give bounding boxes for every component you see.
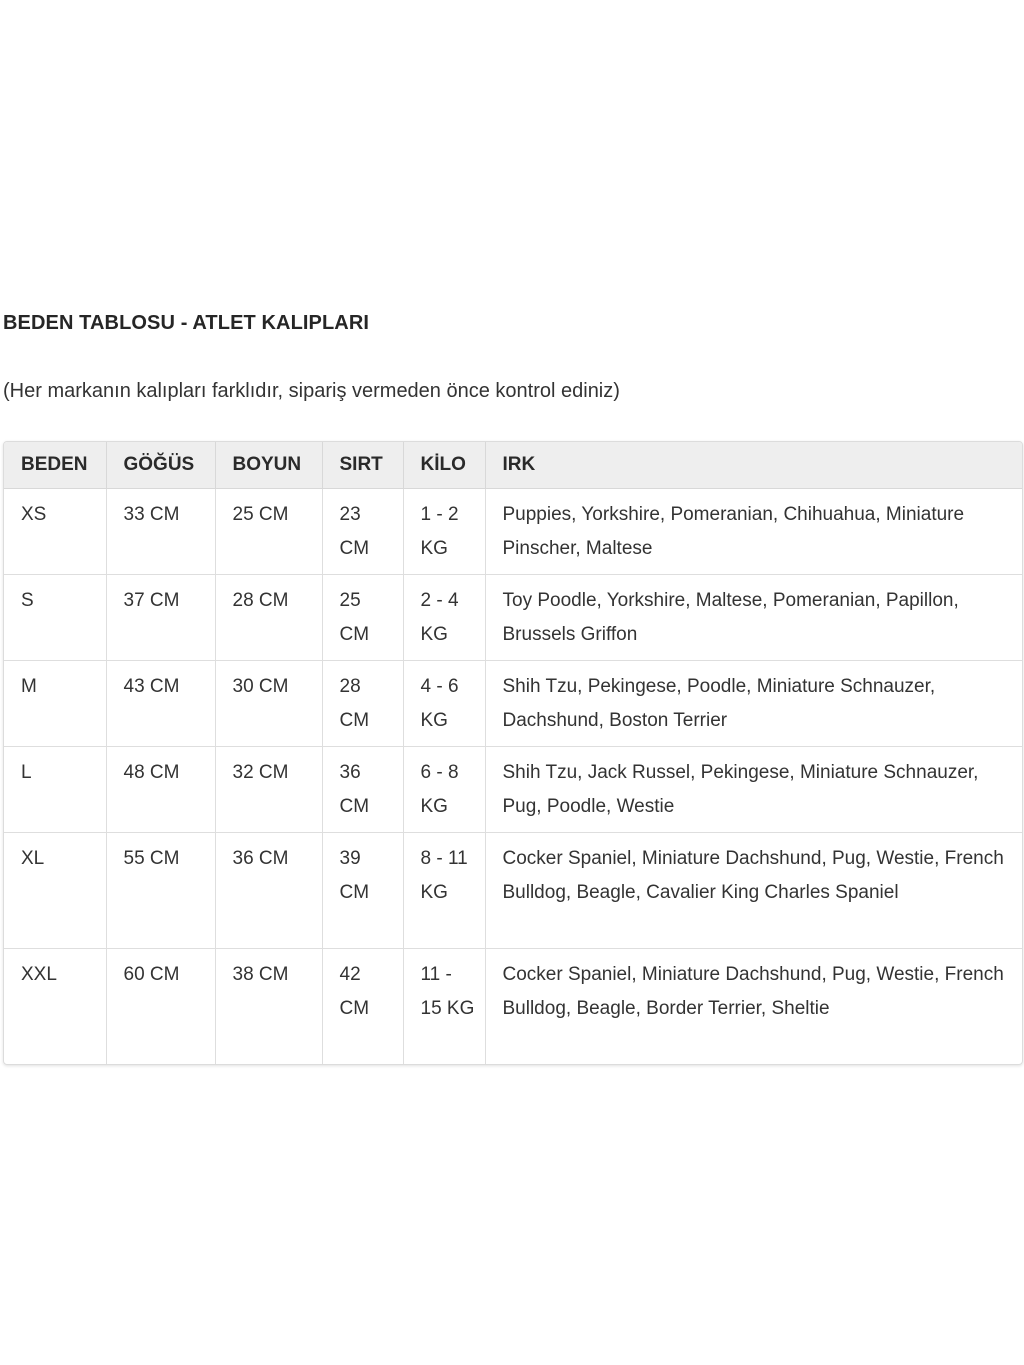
cell-boyun: 25 CM: [215, 489, 322, 575]
table-body: [4, 489, 1022, 1065]
cell-boyun: 28 CM: [215, 575, 322, 661]
cell-irk: Cocker Spaniel, Miniature Dachshund, Pug, Westie, French Bulldog, Beagle, Border Terrier, Sheltie: [502, 964, 1004, 1019]
table-row: [4, 661, 1022, 747]
cell-boyun: 36 CM: [215, 833, 322, 949]
size-table: [4, 442, 1022, 1064]
header-kilo: KİLO: [403, 442, 485, 489]
cell-kilo: 6 - 8 KG: [403, 747, 485, 833]
cell-kilo: 11 - 15 KG: [403, 949, 485, 1065]
page-title: BEDEN TABLOSU - ATLET KALIPLARI: [3, 312, 370, 334]
cell-gogus: 55 CM: [106, 833, 215, 949]
page-subtitle: (Her markanın kalıpları farklıdır, sipariş vermeden önce kontrol ediniz): [3, 380, 620, 402]
cell-irk: Puppies, Yorkshire, Pomeranian, Chihuahua, Miniature Pinscher, Maltese: [485, 489, 1022, 575]
cell-boyun: 32 CM: [215, 747, 322, 833]
cell-kilo: 8 - 11 KG: [403, 833, 485, 949]
cell-gogus: 37 CM: [106, 575, 215, 661]
table-row: [4, 489, 1022, 575]
cell-gogus: 48 CM: [106, 747, 215, 833]
cell-beden: XL: [4, 833, 106, 949]
table-row: [4, 833, 1022, 949]
cell-gogus: 43 CM: [106, 661, 215, 747]
cell-sirt: 36 CM: [322, 747, 403, 833]
cell-irk: Shih Tzu, Pekingese, Poodle, Miniature Schnauzer, Dachshund, Boston Terrier: [485, 661, 1022, 747]
header-beden: BEDEN: [4, 442, 106, 489]
table-row: [4, 949, 1022, 1065]
table-header: [4, 442, 1022, 489]
cell-gogus: 60 CM: [106, 949, 215, 1065]
cell-beden: L: [4, 747, 106, 833]
cell-beden: M: [4, 661, 106, 747]
cell-kilo: 4 - 6 KG: [403, 661, 485, 747]
cell-sirt: 42 CM: [322, 949, 403, 1065]
cell-irk: Shih Tzu, Jack Russel, Pekingese, Miniature Schnauzer, Pug, Poodle, Westie: [485, 747, 1022, 833]
cell-sirt: 23 CM: [322, 489, 403, 575]
header-irk: IRK: [485, 442, 1022, 489]
cell-boyun: 30 CM: [215, 661, 322, 747]
header-sirt: SIRT: [322, 442, 403, 489]
cell-kilo: 1 - 2 KG: [403, 489, 485, 575]
cell-gogus: 33 CM: [106, 489, 215, 575]
cell-sirt: 28 CM: [322, 661, 403, 747]
header-row: [4, 442, 1022, 489]
cell-sirt: 25 CM: [322, 575, 403, 661]
cell-irk: Cocker Spaniel, Miniature Dachshund, Pug, Westie, French Bulldog, Beagle, Cavalier King Charles Spaniel: [485, 833, 1022, 949]
cell-beden: S: [4, 575, 106, 661]
cell-beden: XXL: [4, 949, 106, 1065]
table-row: [4, 575, 1022, 661]
cell-sirt: 39 CM: [322, 833, 403, 949]
cell-beden: XS: [4, 489, 106, 575]
cell-kilo: 2 - 4 KG: [403, 575, 485, 661]
header-boyun: BOYUN: [215, 442, 322, 489]
header-gogus: GÖĞÜS: [106, 442, 215, 489]
table-row: [4, 747, 1022, 833]
size-table-container: [3, 441, 1023, 1065]
cell-boyun: 38 CM: [215, 949, 322, 1065]
cell-irk: Toy Poodle, Yorkshire, Maltese, Pomeranian, Papillon, Brussels Griffon: [485, 575, 1022, 661]
